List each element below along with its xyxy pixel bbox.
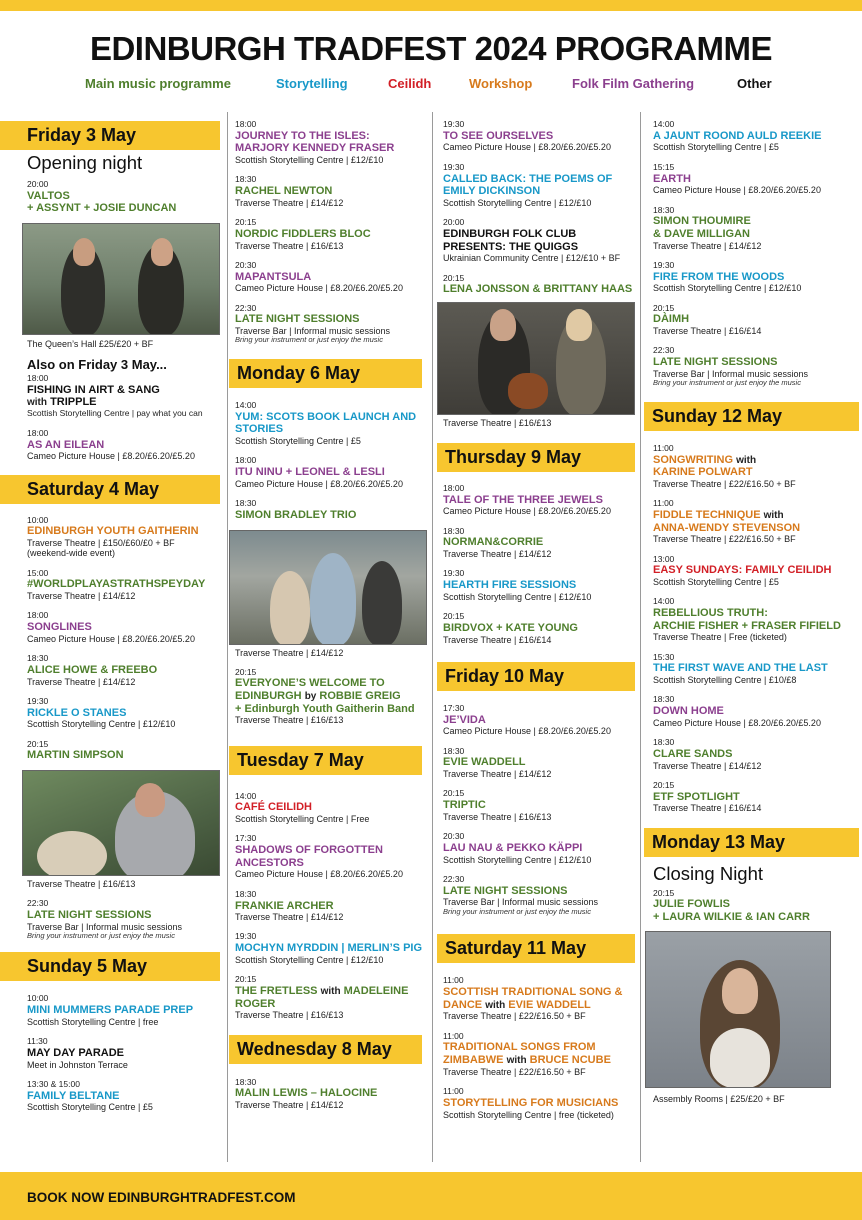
event-by: by [304, 690, 317, 702]
event-title: BIRDVOX + KATE YOUNG [443, 621, 578, 634]
event-title: CALLED BACK: THE POEMS OF EMILY DICKINSON [443, 172, 613, 198]
event-venue: Traverse Bar | Informal music sessions [27, 921, 183, 932]
event-venue: Traverse Theatre | £22/£16.50 + BF [653, 534, 796, 545]
event-time: 15:30 [653, 651, 675, 662]
event-title: SONGWRITING [653, 453, 734, 466]
event [443, 1087, 643, 1120]
event-title: EVERYONE’S WELCOME TO [235, 677, 385, 690]
event [443, 789, 643, 822]
event-title: ITU NINU + LEONEL & LESLI [235, 466, 385, 479]
event-title: MARTIN SIMPSON [27, 749, 124, 762]
event [443, 120, 643, 153]
event-time: 18:30 [443, 525, 465, 536]
event-venue: Traverse Theatre | £16/£13 [443, 811, 552, 822]
event-time: 11:00 [443, 975, 464, 986]
event [443, 569, 643, 602]
event-title: EDINBURGH YOUTH GAITHERIN [27, 525, 199, 538]
event-title: YUM: SCOTS BOOK LAUNCH AND STORIES [235, 410, 417, 436]
event-title: EDINBURGH FOLK CLUB PRESENTS: THE QUIGGS [443, 227, 579, 253]
event-venue: Scottish Storytelling Centre | £12/£10 [27, 719, 176, 730]
event-title: LAU NAU & PEKKO KÄPPI [443, 841, 583, 854]
top-accent-bar [0, 0, 862, 11]
event-time: 11:00 [443, 1086, 464, 1097]
event-title: TO SEE OURSELVES [443, 129, 554, 142]
event-title-part: DANCE [443, 998, 483, 1011]
event-venue: Traverse Theatre | £16/£14 [443, 634, 552, 645]
event [235, 792, 435, 825]
event-venue: Cameo Picture House | £8.20/£6.20/£5.20 [235, 478, 403, 489]
event-venue: Cameo Picture House | £8.20/£6.20/£5.20 [235, 869, 403, 880]
event [653, 597, 862, 642]
event [653, 346, 862, 387]
event-venue: Scottish Storytelling Centre | £12/£10 [443, 197, 592, 208]
event [443, 484, 643, 517]
event [235, 932, 435, 965]
event-venue: Traverse Theatre | £22/£16.50 + BF [653, 478, 796, 489]
event-artist: BRUCE NCUBE [529, 1054, 611, 1067]
event-title: TRIPTIC [443, 799, 486, 812]
event-time: 14:00 [653, 596, 675, 607]
event-title: AS AN EILEAN [27, 438, 105, 451]
event-title: JE’VIDA [443, 713, 486, 726]
event-venue: Traverse Theatre | £16/£13 [235, 240, 344, 251]
event-time: 20:15 [27, 738, 49, 749]
day-header-sunday-12: Sunday 12 May [644, 402, 859, 431]
event [653, 163, 862, 196]
event-title: THE FIRST WAVE AND THE LAST [653, 662, 828, 675]
event-venue: Traverse Theatre | £14/£12 [653, 760, 762, 771]
event [235, 890, 435, 923]
event [235, 218, 435, 251]
event-time: 18:30 [235, 174, 257, 185]
event-artist: EVIE WADDELL [508, 998, 591, 1011]
event-title: EARTH [653, 172, 691, 185]
event-venue: Traverse Theatre | £14/£12 [443, 769, 552, 780]
event-title: LENA JONSSON & BRITTANY HAAS [443, 283, 633, 296]
also-heading: Also on Friday 3 May... [27, 357, 167, 373]
friday-events [443, 704, 643, 916]
event-venue: Traverse Theatre | £22/£16.50 + BF [443, 1066, 586, 1077]
event-time: 18:00 [27, 373, 49, 384]
event-title: #WORLDPLAYASTRATHSPEYDAY [27, 578, 206, 591]
legend-other: Other [737, 76, 772, 91]
event [0, 899, 222, 940]
day-header-monday-13: Monday 13 May [644, 828, 859, 857]
event [653, 499, 862, 544]
day-header-tuesday-7: Tuesday 7 May [229, 746, 422, 775]
event [0, 1037, 222, 1070]
day-header-saturday-4: Saturday 4 May [0, 475, 220, 504]
event [235, 401, 435, 446]
event-time: 20:15 [653, 302, 675, 313]
event [235, 975, 435, 1020]
event [0, 994, 222, 1027]
event-note: (weekend-wide event) [27, 548, 116, 559]
event-time: 19:30 [235, 931, 257, 942]
event [653, 781, 862, 814]
event-title: REBELLIOUS TRUTH: ARCHIE FISHER + FRASER FIFIELD [653, 607, 841, 632]
artist-photo-valtos [22, 223, 220, 335]
artist-photo-lena-brittany [437, 302, 635, 415]
event [0, 374, 222, 419]
day-subtitle: Closing Night [653, 862, 764, 884]
event-title: NORMAN&CORRIE [443, 536, 544, 549]
event [443, 527, 643, 560]
event-title: A JAUNT ROOND AULD REEKIE [653, 129, 822, 142]
event-time: 20:00 [27, 179, 49, 189]
event-time: 22:30 [27, 898, 49, 909]
event-venue: Traverse Theatre | £16/£14 [653, 326, 762, 337]
column-1 [0, 121, 222, 1113]
event-time: 22:30 [443, 873, 465, 884]
event-time: 14:00 [235, 790, 257, 801]
event-with: with [485, 999, 506, 1011]
event-venue: Traverse Bar | Informal music sessions [653, 368, 809, 379]
event-title: LATE NIGHT SESSIONS [27, 908, 152, 921]
day-header-wednesday-8: Wednesday 8 May [229, 1035, 422, 1064]
event [653, 444, 862, 489]
event [443, 747, 643, 780]
event-venue: Scottish Storytelling Centre | £5 [235, 436, 361, 447]
event-time: 18:30 [235, 1076, 257, 1087]
event-venue: Cameo Picture House | £8.20/£6.20/£5.20 [443, 142, 611, 153]
event-time: 22:30 [653, 345, 675, 356]
column-divider [227, 112, 228, 1162]
event-artist-extra: ROGER [235, 997, 276, 1010]
event-venue: Scottish Storytelling Centre | £12/£10 [235, 954, 384, 965]
event [653, 555, 862, 588]
event-venue: The Queen’s Hall £25/£20 + BF [27, 339, 154, 350]
event-with: with [506, 1055, 527, 1067]
event-venue: Cameo Picture House | £8.20/£6.20/£5.20 [653, 717, 821, 728]
event-title: SCOTTISH TRADITIONAL SONG & [443, 986, 623, 999]
day-header-thursday-9: Thursday 9 May [437, 443, 635, 472]
event [443, 218, 643, 263]
event-venue: Traverse Theatre | £14/£12 [653, 240, 762, 251]
event-time: 19:30 [443, 568, 465, 579]
continued-events [653, 120, 862, 388]
event-venue: Cameo Picture House | £8.20/£6.20/£5.20 [27, 633, 195, 644]
event-title: FAMILY BELTANE [27, 1089, 120, 1102]
column-4 [653, 112, 862, 1104]
event-artist: TRIPPLE [50, 396, 97, 409]
event-with: with [736, 454, 757, 466]
artist-photo-simon-bradley-trio [229, 530, 427, 645]
day-header-saturday-11: Saturday 11 May [437, 934, 635, 963]
event-time: 18:30 [653, 737, 675, 748]
event-venue: Scottish Storytelling Centre | £12/£10 [443, 591, 592, 602]
event [443, 976, 643, 1021]
event [653, 653, 862, 686]
event-venue: Traverse Theatre | £14/£12 [235, 912, 344, 923]
booking-link[interactable]: BOOK NOW EDINBURGHTRADFEST.COM [27, 1190, 296, 1205]
event-time: 17:30 [235, 833, 257, 844]
event [443, 274, 643, 296]
event-time: 20:15 [235, 974, 257, 985]
event-venue: Cameo Picture House | £8.20/£6.20/£5.20 [443, 726, 611, 737]
event-title-part: ZIMBABWE [443, 1054, 504, 1067]
legend-main-music: Main music programme [85, 76, 231, 91]
event-time: 20:30 [235, 259, 257, 270]
event-time: 18:30 [235, 498, 257, 509]
event-time: 14:00 [653, 119, 675, 129]
event-venue: Traverse Theatre | £22/£16.50 + BF [443, 1011, 586, 1022]
event-venue: Cameo Picture House | £8.20/£6.20/£5.20 [235, 283, 403, 294]
event [443, 1032, 643, 1077]
event-title: EVIE WADDELL [443, 756, 526, 769]
event-note: Bring your instrument or just enjoy the music [235, 335, 383, 345]
event-title: MALIN LEWIS – HALOCINE [235, 1087, 378, 1100]
event [235, 120, 435, 165]
event [235, 1078, 435, 1111]
event [443, 704, 643, 737]
event-time: 17:30 [443, 702, 465, 713]
event [443, 163, 643, 208]
event-time: 20:30 [443, 831, 465, 842]
day-header-monday-6: Monday 6 May [229, 359, 422, 388]
event-venue: Scottish Storytelling Centre | Free [235, 814, 370, 824]
event-title: MAPANTSULA [235, 270, 312, 283]
event-venue: Scottish Storytelling Centre | £5 [653, 142, 779, 153]
event-title: RICKLE O STANES [27, 706, 127, 719]
event-with: with [320, 986, 341, 997]
event-title: FRANKIE ARCHER [235, 899, 334, 912]
event-title: SONGLINES [27, 621, 92, 634]
event [653, 304, 862, 337]
event-time: 20:15 [443, 611, 465, 622]
event-title: THE FRETLESS [235, 985, 318, 997]
column-2 [235, 112, 435, 1110]
event-title-part: EDINBURGH [235, 689, 302, 702]
event [235, 834, 435, 879]
event-artist: ROBBIE GREIG [319, 689, 401, 702]
event [653, 261, 862, 294]
event-venue: Assembly Rooms | £25/£20 + BF [653, 1093, 785, 1104]
event [653, 738, 862, 771]
event-venue: Traverse Theatre | £16/£13 [443, 417, 552, 428]
event [0, 654, 222, 687]
event-note: Bring your instrument or just enjoy the music [653, 378, 801, 388]
event-with: with [763, 509, 784, 521]
event [0, 1080, 222, 1113]
event-venue: Traverse Theatre | £16/£14 [653, 803, 762, 814]
page-title: EDINBURGH TRADFEST 2024 PROGRAMME [89, 30, 773, 67]
event-venue: Scottish Storytelling Centre | £12/£10 [235, 155, 384, 166]
event-venue: Ukrainian Community Centre | £12/£10 + BF [443, 253, 621, 264]
event-venue: Traverse Theatre | £14/£12 [235, 197, 344, 208]
legend-folk-film: Folk Film Gathering [572, 76, 695, 91]
event-venue: Scottish Storytelling Centre | free (ticketed) [443, 1109, 614, 1120]
event-venue: Cameo Picture House | £8.20/£6.20/£5.20 [27, 451, 195, 462]
event-title: SHADOWS OF FORGOTTEN ANCESTORS [235, 844, 383, 869]
event-title: STORYTELLING FOR MUSICIANS [443, 1096, 619, 1109]
event-time: 19:30 [443, 161, 465, 172]
event-artist: KARINE POLWART [653, 466, 753, 479]
day-header-friday-3: Friday 3 May [0, 121, 220, 150]
event-venue: Scottish Storytelling Centre | £5 [27, 1102, 153, 1113]
event-venue: Scottish Storytelling Centre | £12/£10 [653, 283, 802, 294]
event-note: Bring your instrument or just enjoy the music [443, 906, 591, 916]
event-title: ALICE HOWE & FREEBO [27, 663, 158, 676]
event-time: 18:00 [235, 119, 257, 129]
event-venue: Traverse Theatre | £14/£12 [443, 549, 552, 560]
continued-events [235, 120, 435, 345]
event-venue: Cameo Picture House | £8.20/£6.20/£5.20 [443, 506, 611, 517]
event-time: 11:00 [653, 442, 674, 453]
event [653, 695, 862, 728]
event [235, 304, 435, 345]
event-venue: Scottish Storytelling Centre | £12/£10 [443, 854, 592, 865]
event-title: LATE NIGHT SESSIONS [235, 313, 360, 326]
event-time: 13:00 [653, 553, 675, 564]
day-subtitle: Opening night [27, 152, 143, 173]
event-title: MINI MUMMERS PARADE PREP [27, 1004, 194, 1017]
event [653, 889, 862, 924]
event [0, 569, 222, 602]
event-time: 14:00 [235, 400, 257, 411]
continued-events [443, 120, 643, 296]
event [235, 456, 435, 489]
event-time: 19:30 [27, 695, 49, 706]
event-title: SIMON THOUMIRE & DAVE MILLIGAN [653, 215, 751, 240]
event [0, 180, 222, 215]
event-time: 18:00 [27, 610, 49, 621]
event [443, 832, 643, 865]
event-time: 20:15 [443, 788, 465, 799]
event-venue: Traverse Theatre | £14/£12 [235, 1100, 344, 1111]
event-title: EASY SUNDAYS: FAMILY CEILIDH [653, 564, 832, 577]
event [235, 499, 435, 521]
event-title: LATE NIGHT SESSIONS [653, 356, 778, 369]
event-time: 10:00 [27, 993, 49, 1004]
event-with: with [27, 397, 47, 409]
event-time: 11:30 [27, 1036, 48, 1047]
event-time: 10:00 [27, 514, 49, 525]
event-artist-extra: + Edinburgh Youth Gaitherin Band [235, 702, 415, 715]
event-time: 18:30 [235, 888, 257, 899]
event-title: MOCHYN MYRDDIN | MERLIN’S PIG [235, 942, 423, 955]
event-title: LATE NIGHT SESSIONS [443, 884, 568, 897]
event-title: JOURNEY TO THE ISLES: MARJORY KENNEDY FRASER [235, 129, 395, 155]
event-title: CAFÉ CEILIDH [235, 801, 312, 814]
event-time: 20:00 [443, 217, 465, 228]
legend-workshop: Workshop [469, 76, 533, 91]
event-time: 19:30 [443, 119, 465, 129]
event-venue: Scottish Storytelling Centre | £5 [653, 576, 779, 587]
event-title: NORDIC FIDDLERS BLOC [235, 227, 371, 240]
thursday-events [443, 484, 643, 645]
event-time: 11:00 [443, 1030, 464, 1041]
event-title: VALTOS + ASSYNT + JOSIE DUNCAN [27, 189, 177, 215]
event-time: 15:15 [653, 161, 675, 172]
event-time: 22:30 [235, 302, 257, 313]
event-time: 18:30 [27, 653, 49, 664]
event-time: 18:00 [235, 455, 257, 466]
event [0, 516, 222, 559]
event-time: 20:15 [653, 779, 675, 790]
event-title: FISHING IN AIRT & SANG [27, 383, 160, 396]
event-time: 18:00 [27, 427, 49, 438]
event-venue: Traverse Theatre | £14/£12 [235, 647, 344, 658]
event-venue: Traverse Bar | Informal music sessions [443, 897, 599, 908]
event [443, 612, 643, 645]
event-venue: Traverse Theatre | £14/£12 [27, 591, 136, 602]
artist-photo-martin-simpson [22, 770, 220, 876]
day-header-friday-10: Friday 10 May [437, 662, 635, 691]
event-venue: Traverse Theatre | £14/£12 [27, 676, 136, 687]
event [443, 875, 643, 916]
event-time: 18:00 [443, 482, 465, 493]
event [235, 668, 435, 726]
event-title: TALE OF THE THREE JEWELS [443, 493, 603, 506]
event-time: 13:30 & 15:00 [27, 1078, 80, 1089]
event [653, 120, 862, 153]
event-venue: Traverse Theatre | £150/£60/£0 + BF [27, 538, 175, 549]
event-time: 20:15 [235, 217, 257, 228]
event-title: ETF SPOTLIGHT [653, 790, 740, 803]
event-venue: Traverse Bar | Informal music sessions [235, 326, 391, 337]
event-time: 18:30 [653, 204, 675, 215]
legend-ceilidh: Ceilidh [388, 76, 432, 91]
event-venue: Scottish Storytelling Centre | £10/£8 [653, 675, 797, 686]
event [0, 740, 222, 762]
event-time: 20:15 [443, 272, 465, 283]
event-time: 19:30 [653, 259, 675, 270]
event-venue: Traverse Theatre | £16/£13 [235, 1010, 344, 1021]
column-3 [443, 112, 643, 1120]
event [235, 175, 435, 208]
event-title: FIRE FROM THE WOODS [653, 270, 785, 283]
legend-storytelling: Storytelling [276, 76, 348, 91]
artist-photo-julie-fowlis [645, 931, 831, 1088]
event-venue: Meet in Johnston Terrace [27, 1059, 128, 1070]
event-title: DÀIMH [653, 313, 690, 326]
event [0, 697, 222, 730]
event [653, 206, 862, 251]
event-artist: ANNA-WENDY STEVENSON [653, 521, 801, 534]
event [0, 611, 222, 644]
event-title: SIMON BRADLEY TRIO [235, 508, 357, 521]
event-time: 20:15 [653, 887, 675, 898]
event-artist: MADELEINE [343, 985, 409, 997]
event-title: JULIE FOWLIS + LAURA WILKIE & IAN CARR [653, 898, 810, 924]
event-venue: Traverse Theatre | £16/£13 [235, 715, 344, 726]
event-time: 11:00 [653, 498, 674, 509]
event-time: 15:00 [27, 567, 49, 578]
event-title: CLARE SANDS [653, 747, 733, 760]
event-note: Bring your instrument or just enjoy the music [27, 930, 175, 940]
event-title: DOWN HOME [653, 705, 724, 718]
event-title: MAY DAY PARADE [27, 1047, 124, 1059]
event-time: 18:30 [653, 694, 675, 705]
event-title: RACHEL NEWTON [235, 185, 333, 198]
event-venue: Traverse Theatre | Free (ticketed) [653, 632, 787, 643]
event-title: TRADITIONAL SONGS FROM [443, 1041, 596, 1054]
event-venue: Traverse Theatre | £16/£13 [27, 879, 136, 890]
event-venue: Cameo Picture House | £8.20/£6.20/£5.20 [653, 185, 821, 196]
event [235, 261, 435, 294]
event-time: 20:15 [235, 666, 257, 677]
day-header-sunday-5: Sunday 5 May [0, 952, 220, 981]
event-venue: Scottish Storytelling Centre | pay what you can [27, 408, 203, 419]
event-title: FIDDLE TECHNIQUE [653, 508, 761, 521]
event-venue: Scottish Storytelling Centre | free [27, 1016, 159, 1027]
event [0, 429, 222, 462]
event-title: HEARTH FIRE SESSIONS [443, 579, 577, 592]
event-time: 18:30 [443, 745, 465, 756]
